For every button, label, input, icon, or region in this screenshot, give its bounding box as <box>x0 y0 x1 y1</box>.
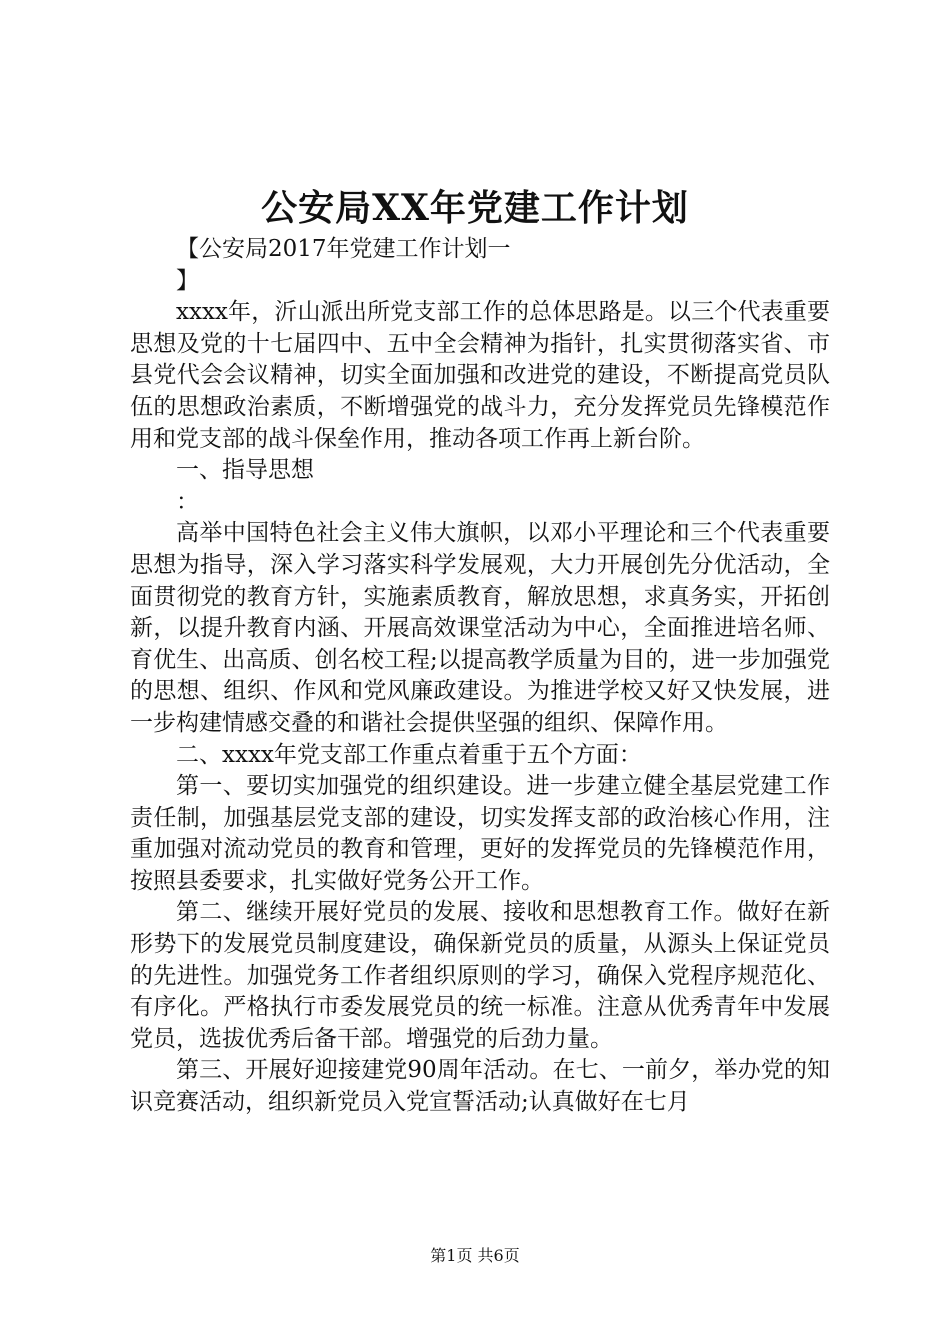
heading-work-focus: 二、xxxx年党支部工作重点着重于五个方面： <box>176 741 642 768</box>
page-footer: 第1页 共6页 <box>430 1246 520 1265</box>
subtitle-line-2: 】 <box>176 267 199 294</box>
paragraph-first: 第一、要切实加强党的组织建设。进一步建立健全基层党建工作责任制，加强基层党支部的建设，切实发挥支部的政治核心作用，注重加强对流动党员的教育和管理，更好的发挥党员的先锋模范作用，按照县委要求，扎实做好党务公开工作。 <box>130 773 830 894</box>
paragraph-guiding-thought: 高举中国特色社会主义伟大旗帜，以邓小平理论和三个代表重要思想为指导，深入学习落实科学发展观，大力开展创先分优活动，全面贯彻党的教育方针，实施素质教育，解放思想，求真务实，开拓创新，以提升教育内涵、开展高效课堂活动为中心，全面推进培名师、育优生、出高质、创名校工程;以提高教学质量为目的，进一步加强党的思想、组织、作风和党风廉政建设。为推进学校又好又快发展，进一步构建情感交叠的和谐社会提供坚强的组织、保障作用。 <box>130 520 830 736</box>
document-title: 公安局XX年党建工作计划 <box>261 187 689 229</box>
subtitle-line-1: 【公安局2017年党建工作计划一 <box>176 236 511 262</box>
paragraph-second: 第二、继续开展好党员的发展、接收和思想教育工作。做好在新形势下的发展党员制度建设，确保新党员的质量，从源头上保证党员的先进性。加强党务工作者组织原则的学习，确保入党程序规范化、有序化。严格执行市委发展党员的统一标准。注意从优秀青年中发展党员，选拔优秀后备干部。增强党的后劲力量。 <box>130 899 830 1052</box>
heading-guiding-thought: 一、指导思想 <box>176 457 314 484</box>
paragraph-third: 第三、开展好迎接建党90周年活动。在七、一前夕，举办党的知识竞赛活动，组织新党员入党宣誓活动;认真做好在七月 <box>130 1057 830 1116</box>
paragraph-overview: xxxx年，沂山派出所党支部工作的总体思路是。以三个代表重要思想及党的十七届四中、五中全会精神为指针，扎实贯彻落实省、市县党代会会议精神，切实全面加强和改进党的建设，不断提高党员队伍的思想政治素质，不断增强党的战斗力，充分发挥党员先锋模范作用和党支部的战斗保垒作用，推动各项工作再上新台阶。 <box>130 299 830 452</box>
heading-colon: ： <box>176 488 199 515</box>
document-body <box>130 234 830 1119</box>
